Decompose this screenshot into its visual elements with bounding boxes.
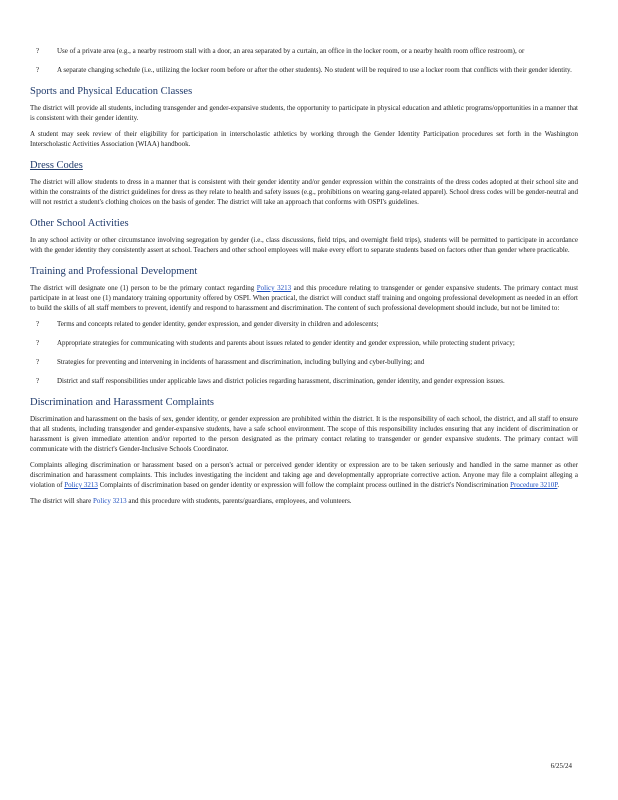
bullet-mark: ? [36, 339, 40, 347]
text-run: and this procedure relating to transgender or gender expansive students. The primary contact must participate in at least one (1) mandatory training opportunity offered by OSPI. When practical, the district will conduct staff training and ongoing professional development as needed in an effort to build the skills of all staff members to prevent, identify and respond to harassment and discrimination. The content of such professional development should include, but not be limited to: [30, 284, 579, 312]
bullet-mark: ? [36, 358, 40, 366]
section-heading-dress-codes: Dress Codes [30, 160, 83, 171]
text-run: Complaints alleging discrimination or harassment based on a person's actual or perceived gender identity or expression are to be taken seriously and handled in the same manner as other discrimination and harassment complaints. This includes investigating the incident and taking age and developmentally appropriate corrective action. Anyone may file a complaint alleging a violation of [30, 461, 578, 489]
list-item-text: Appropriate strategies for communicating with students and parents about issues related to gender identity and gender expression, while protecting student privacy; [57, 339, 515, 347]
paragraph [30, 283, 578, 313]
text-run: . [557, 481, 560, 489]
list-item [30, 46, 578, 56]
text-run: Complaints of discrimination based on gender identity or expression will follow the complaint process outlined in the district's Nondiscrimination [97, 481, 511, 489]
list-item-text: A separate changing schedule (i.e., utilizing the locker room before or after the other students). No student will be required to use a locker room that conflicts with their gender identity. [57, 66, 572, 74]
list-item-text: Terms and concepts related to gender identity, gender expression, and gender diversity in children and adolescents; [57, 320, 379, 328]
text-run: and this procedure with students, parents/guardians, employees, and volunteers. [126, 497, 352, 505]
list-item [30, 376, 578, 386]
paragraph: Discrimination and harassment on the basis of sex, gender identity, or gender expression are prohibited within the district. It is the responsibility of each school, the district, and all staff to ensure that all students, including transgender and gender-expansive students, have a safe school environment. The scope of this responsibility includes ensuring that any incident of discrimination or harassment is given immediate attention and/or reported to the person designated as the primary contact relating to transgender or gender expansive students. The primary contact will communicate with the district's Gender-Inclusive Schools Coordinator. [30, 415, 578, 453]
paragraph: In any school activity or other circumstance involving segregation by gender (i.e., class discussions, field trips, and overnight field trips), students will be permitted to participate in accordance with the gender identity they consistently assert at school. Teachers and other school employees will make every effort to separate students based on factors other than gender where practicable. [30, 236, 578, 254]
policy-link[interactable]: Policy 3213 [64, 481, 98, 489]
bullet-mark: ? [36, 377, 40, 385]
bullet-mark: ? [36, 320, 40, 328]
list-item-text: District and staff responsibilities under applicable laws and district policies regarding harassment, discrimination, gender identity, and gender expression issues. [57, 377, 505, 385]
list-item-text: Strategies for preventing and intervening in incidents of harassment and discrimination, including bullying and cyber-bullying; and [57, 358, 425, 366]
paragraph [30, 460, 578, 490]
procedure-link[interactable]: Procedure 3210P [510, 481, 558, 489]
list-item-text: Use of a private area (e.g., a nearby restroom stall with a door, an area separated by a curtain, an office in the locker room, or a nearby health room office restroom), or [57, 47, 525, 55]
paragraph: The district will allow students to dress in a manner that is consistent with their gender identity and/or gender expression within the constraints of the dress codes adopted at their school site and within the constraints of the district guidelines for dress as they relate to health and safety issues (e.g., prohibitions on wearing gang-related apparel). School dress codes will be gender-neutral and will not restrict a student's clothing choices on the basis of gender. The district will take an approach that conforms with OSPI's guidelines. [30, 178, 578, 206]
section-heading-training: Training and Professional Development [30, 266, 198, 277]
section-heading-sports: Sports and Physical Education Classes [30, 86, 193, 97]
text-run: The district will designate one (1) person to be the primary contact regarding [30, 284, 257, 292]
list-item [30, 319, 578, 329]
list-item [30, 338, 578, 348]
policy-link[interactable]: Policy 3213 [256, 284, 292, 292]
paragraph: A student may seek review of their eligibility for participation in interscholastic athletics by working through the Gender Identity Participation procedures set forth in the Washington Interscholastic Activities Association (WIAA) handbook. [30, 130, 578, 148]
bullet-mark: ? [36, 47, 40, 55]
list-item [30, 357, 578, 367]
section-heading-discrimination: Discrimination and Harassment Complaints [30, 397, 215, 408]
page-footer-date: 6/25/24 [550, 762, 572, 770]
policy-link[interactable]: Policy 3213 [92, 497, 127, 505]
section-heading-other-activities: Other School Activities [30, 218, 129, 229]
text-run: The district will share [30, 497, 93, 505]
bullet-mark: ? [36, 66, 40, 74]
paragraph: The district will provide all students, including transgender and gender-expansive students, the opportunity to participate in physical education and athletic programs/opportunities in a manner that is consistent with their gender identity. [30, 104, 578, 122]
paragraph [30, 496, 578, 506]
list-item [30, 65, 578, 75]
